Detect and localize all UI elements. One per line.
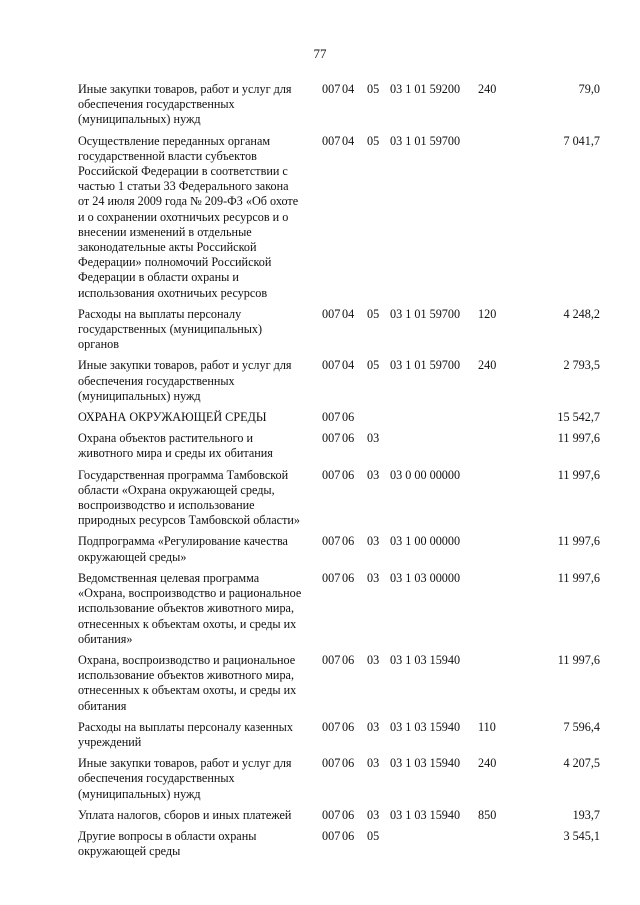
ministry-code: 007: [322, 534, 341, 549]
expense-type-code: [478, 653, 512, 720]
section-code: 04: [342, 306, 355, 321]
section-code: 06: [342, 570, 355, 585]
target-article-code: 03 1 03 15940: [390, 807, 461, 822]
table-row: [78, 756, 600, 808]
ministry-code: 007: [322, 410, 341, 425]
target-article-code: 03 1 00 00000: [390, 534, 461, 549]
expense-type-code: 110: [478, 719, 496, 734]
expense-type-code: 240: [478, 756, 497, 771]
budget-table: [78, 82, 600, 865]
target-article-code: 03 1 01 59200: [390, 82, 461, 96]
expense-type-code: 240: [478, 82, 497, 96]
table-row: [78, 410, 600, 431]
subsection-code: 03: [367, 467, 380, 482]
ministry-code: 007: [322, 306, 341, 321]
ministry-code: 007: [322, 719, 341, 734]
target-article-code: [390, 410, 478, 431]
amount: 7 041,7: [563, 133, 600, 148]
table-row: [78, 468, 600, 535]
section-code: 06: [342, 807, 355, 822]
section-code: 06: [342, 410, 355, 425]
target-article-code: 03 0 00 00000: [390, 467, 461, 482]
subsection-code: 03: [367, 534, 380, 549]
table-row: [78, 358, 600, 410]
target-article-code: 03 1 03 00000: [390, 570, 461, 585]
target-article-code: 03 1 03 15940: [390, 719, 461, 734]
target-article-code: [390, 431, 478, 467]
section-code: 06: [342, 431, 355, 446]
amount: 193,7: [572, 807, 600, 822]
table-row: [78, 720, 600, 756]
amount: 15 542,7: [557, 410, 600, 425]
section-code: 04: [342, 133, 355, 148]
table-row: [78, 431, 600, 467]
amount: 11 997,6: [557, 467, 600, 482]
amount: 2 793,5: [563, 358, 600, 373]
table-row: [78, 82, 600, 134]
item-name: Ведомственная целевая программа «Охрана, воспроизводство и рациональное использование объектов животного мира, отнесенных к объектам охоты, и среды их обитания»: [78, 570, 302, 646]
item-name: Иные закупки товаров, работ и услуг для обеспечения государственных (муниципальных) нужд: [78, 82, 292, 127]
subsection-code: 03: [367, 756, 380, 771]
item-name: Подпрограмма «Регулирование качества окружающей среды»: [78, 534, 288, 564]
expense-type-code: [478, 468, 512, 535]
target-article-code: 03 1 03 15940: [390, 652, 461, 667]
ministry-code: 007: [322, 652, 341, 667]
ministry-code: 007: [322, 570, 341, 585]
item-name: Расходы на выплаты персоналу казенных учреждений: [78, 719, 293, 749]
section-code: 06: [342, 828, 355, 843]
table-row: [78, 134, 600, 307]
ministry-code: 007: [322, 756, 341, 771]
item-name: Осуществление переданных органам государственной власти субъектов Российской Федерации в соответствии с частью 1 статьи 33 Федерального закона от 24 июля 2009 года № 209-ФЗ «Об охоте и о сохранении охотничьих ресурсов и о внесении изменений в отдельные законодательные акты Российской Федерации» полномочий Российской Федерации в области охраны и использования охотничьих ресурсов: [78, 133, 299, 300]
section-code: 06: [342, 467, 355, 482]
section-code: 06: [342, 719, 355, 734]
ministry-code: 007: [322, 828, 341, 843]
expense-type-code: [478, 829, 512, 865]
table-row: [78, 571, 600, 653]
subsection-code: 05: [367, 82, 380, 96]
target-article-code: 03 1 01 59700: [390, 358, 461, 373]
amount: 4 207,5: [563, 756, 600, 771]
section-code: 04: [342, 82, 355, 96]
item-name: Охрана объектов растительного и животного мира и среды их обитания: [78, 431, 273, 461]
ministry-code: 007: [322, 431, 341, 446]
page-number: 77: [313, 46, 327, 61]
item-name: ОХРАНА ОКРУЖАЮЩЕЙ СРЕДЫ: [78, 410, 267, 425]
amount: 4 248,2: [563, 306, 600, 321]
subsection-code: 03: [367, 652, 380, 667]
amount: 11 997,6: [557, 431, 600, 446]
section-code: 04: [342, 358, 355, 373]
item-name: Иные закупки товаров, работ и услуг для обеспечения государственных (муниципальных) нужд: [78, 756, 292, 801]
expense-type-code: [478, 534, 512, 570]
item-name: Другие вопросы в области охраны окружающей среды: [78, 828, 257, 859]
ministry-code: 007: [322, 133, 341, 148]
subsection-code: 03: [367, 570, 380, 585]
expense-type-code: [478, 431, 512, 467]
subsection-code: 05: [367, 358, 380, 373]
ministry-code: 007: [322, 358, 341, 373]
subsection-code: 05: [367, 306, 380, 321]
item-name: Уплата налогов, сборов и иных платежей: [78, 807, 292, 822]
expense-type-code: [478, 571, 512, 653]
subsection-code: 03: [367, 807, 380, 822]
subsection-code: 03: [367, 431, 380, 446]
amount: 3 545,1: [563, 828, 600, 843]
target-article-code: [390, 829, 478, 865]
ministry-code: 007: [322, 82, 341, 96]
section-code: 06: [342, 756, 355, 771]
table-row: [78, 307, 600, 359]
item-name: Государственная программа Тамбовской области «Охрана окружающей среды, воспроизводство и использование природных ресурсов Тамбовской области»: [78, 467, 301, 528]
table-row: [78, 829, 600, 865]
subsection-code: [367, 410, 390, 431]
amount: 79,0: [578, 82, 600, 96]
item-name: Расходы на выплаты персоналу государственных (муниципальных) органов: [78, 306, 263, 352]
amount: 7 596,4: [563, 719, 600, 734]
expense-type-code: [478, 134, 512, 307]
table-row: [78, 653, 600, 720]
ministry-code: 007: [322, 807, 341, 822]
amount: 11 997,6: [557, 652, 600, 667]
subsection-code: 05: [367, 133, 380, 148]
expense-type-code: [478, 410, 512, 431]
amount: 11 997,6: [557, 570, 600, 585]
expense-type-code: 850: [478, 807, 497, 822]
target-article-code: 03 1 03 15940: [390, 756, 461, 771]
amount: 11 997,6: [557, 534, 600, 549]
item-name: Охрана, воспроизводство и рациональное использование объектов животного мира, отнесенных к объектам охоты, и среды их обитания: [78, 652, 297, 713]
table-row: [78, 808, 600, 829]
expense-type-code: 240: [478, 358, 497, 373]
subsection-code: 05: [367, 828, 380, 843]
expense-type-code: 120: [478, 306, 497, 321]
subsection-code: 03: [367, 719, 380, 734]
table-row: [78, 534, 600, 570]
section-code: 06: [342, 652, 355, 667]
target-article-code: 03 1 01 59700: [390, 306, 461, 321]
item-name: Иные закупки товаров, работ и услуг для обеспечения государственных (муниципальных) нужд: [78, 358, 292, 403]
target-article-code: 03 1 01 59700: [390, 133, 461, 148]
section-code: 06: [342, 534, 355, 549]
ministry-code: 007: [322, 467, 341, 482]
